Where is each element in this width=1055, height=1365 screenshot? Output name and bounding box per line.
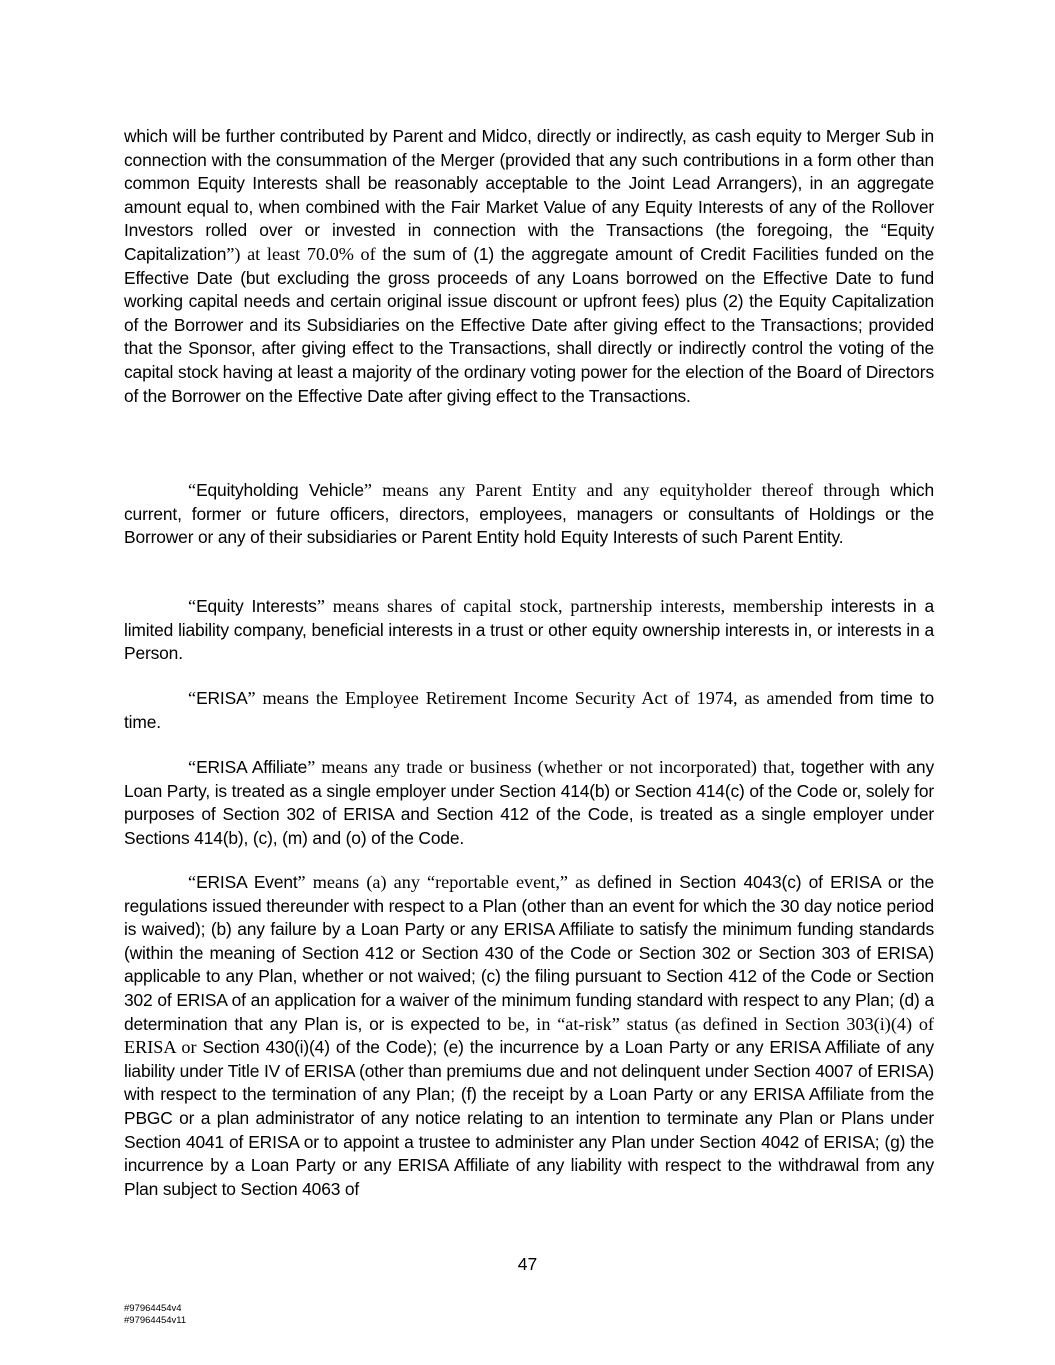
open-quote: “ <box>188 480 197 500</box>
definition-text-serif: be, in “at-risk” status (as defined in Section 303(i)(4) of ERISA or <box>124 1013 934 1058</box>
definition-text: interests in a limited liability company, beneficial interests in a trust or other equity ownership interests in, or interests in a Person. <box>124 596 934 664</box>
open-quote: “ <box>188 757 197 777</box>
document-id: #97964454v4 <box>124 1303 182 1314</box>
page-number: 47 <box>517 1254 538 1274</box>
definition-equityholding-vehicle <box>124 479 934 550</box>
definition-erisa-affiliate <box>124 756 934 850</box>
defined-term: Equity Capitalization <box>124 220 934 264</box>
definition-text: from time to time. <box>124 688 934 732</box>
open-quote: “ <box>188 596 197 616</box>
definition-erisa-event <box>124 871 934 1201</box>
document-identifiers <box>124 1303 186 1326</box>
definition-erisa <box>124 687 934 734</box>
defined-term: ERISA <box>196 688 248 708</box>
defined-term: Equityholding Vehicle <box>196 480 364 500</box>
definition-text-serif: ” means the Employee Retirement Income Security Act of 1974, as amended <box>247 688 833 708</box>
open-quote: “ <box>880 220 887 241</box>
definition-text-serif: ” means any Parent Entity and any equityholder thereof through <box>363 480 880 500</box>
paragraph-text-serif: ”) at least 70.0% of <box>226 243 376 264</box>
definition-text: Section 430(i)(4) of the Code); (e) the incurrence by a Loan Party or any ERISA Affiliate of any liability under Title IV of ERISA (other than premiums due and not delinquent under Section 4007 of ERISA) with respect to the termination of any Plan; (f) the receipt by a Loan Party or any ERISA Affiliate from the PBGC or a plan administrator of any notice relating to an intention to terminate any Plan or Plans under Section 4041 of ERISA or to appoint a trustee to administer any Plan under Section 4042 of ERISA; (g) the incurrence by a Loan Party or any ERISA Affiliate of any liability with respect to the withdrawal from any Plan subject to Section 4063 of <box>124 1037 934 1199</box>
definition-text: together with any Loan Party, is treated as a single employer under Section 414(b) or Section 414(c) of the Code or, solely for purposes of Section 302 of ERISA and Section 412 of the Code, is treated as a single employer under Sections 414(b), (c), (m) and (o) of the Code. <box>124 757 934 848</box>
definition-text: fined in Section 4043(c) of ERISA or the regulations issued thereunder with respect to a Plan (other than an event for which the 30 day notice period is waived); (b) any failure by a Loan Party or any ERISA Affiliate to satisfy the minimum funding standards (within the meaning of Section 412 or Section 430 of the Code or Section 302 or Section 303 of ERISA) applicable to any Plan, whether or not waived; (c) the filing pursuant to Section 412 of the Code or Section 302 of ERISA of an application for a waiver of the minimum funding standard with respect to any Plan; (d) a determination that any Plan is, or is expected to <box>124 872 934 1034</box>
defined-term: ERISA Event <box>196 872 298 892</box>
defined-term: Equity Interests <box>196 596 317 616</box>
definition-equity-interests <box>124 595 934 666</box>
definition-text-serif: ” means (a) any “reportable event,” as de <box>297 872 615 892</box>
paragraph-equity-capitalization <box>124 125 934 408</box>
definition-text-serif: ” means shares of capital stock, partnership interests, membership <box>316 596 823 616</box>
definition-text: which current, former or future officers, directors, employees, managers or consultants of Holdings or the Borrower or any of their subsidiaries or Parent Entity hold Equity Interests of such Parent Entity. <box>124 480 934 548</box>
paragraph-text: the sum of (1) the aggregate amount of Credit Facilities funded on the Effective Date (but excluding the gross proceeds of any Loans borrowed on the Effective Date to fund working capital needs and certain original issue discount or upfront fees) plus (2) the Equity Capitalization of the Borrower and its Subsidiaries on the Effective Date after giving effect to the Transactions; provided that the Sponsor, after giving effect to the Transactions, shall directly or indirectly control the voting of the capital stock having at least a majority of the ordinary voting power for the election of the Board of Directors of the Borrower on the Effective Date after giving effect to the Transactions. <box>124 243 934 406</box>
defined-term: ERISA Affiliate <box>196 757 308 777</box>
paragraph-text: which will be further contributed by Parent and Midco, directly or indirectly, as cash equity to Merger Sub in connection with the consummation of the Merger (provided that any such contributions in a form other than common Equity Interests shall be reasonably acceptable to the Joint Lead Arrangers), in an aggregate amount equal to, when combined with the Fair Market Value of any Equity Interests of any of the Rollover Investors rolled over or invested in connection with the Transactions (the foregoing, the <box>124 126 934 241</box>
definition-text-serif: ” means any trade or business (whether or not incorporated) that, <box>307 757 795 777</box>
open-quote: “ <box>188 688 197 708</box>
open-quote: “ <box>188 872 197 892</box>
document-id: #97964454v11 <box>124 1314 187 1326</box>
